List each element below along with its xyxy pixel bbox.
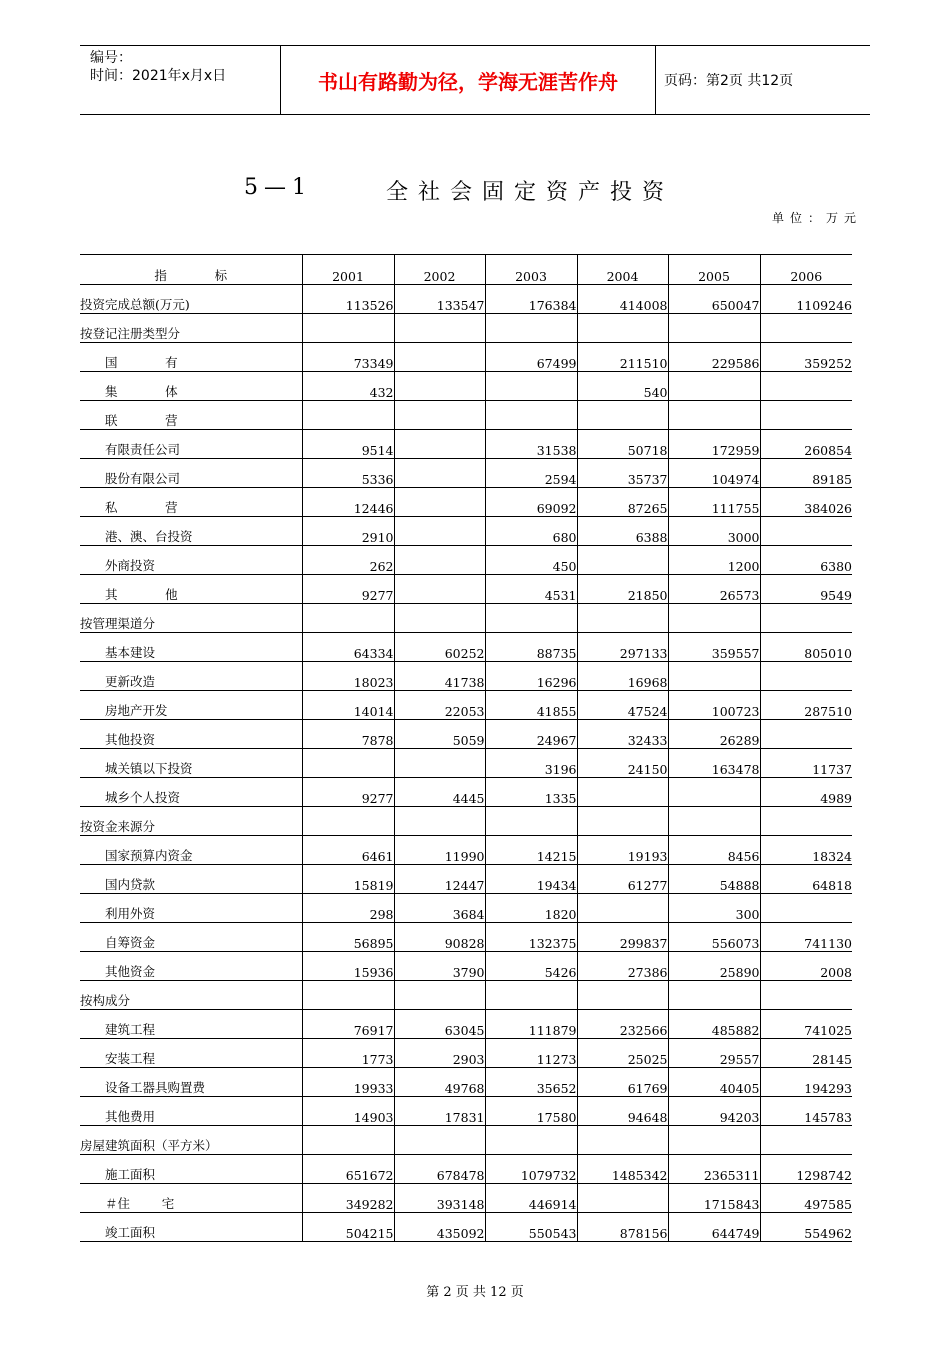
cell-value: 12447 bbox=[394, 865, 485, 894]
cell-value: 4989 bbox=[760, 778, 852, 807]
table-row bbox=[80, 778, 852, 807]
cell-value: 2008 bbox=[760, 952, 852, 981]
cell-value: 9277 bbox=[302, 778, 394, 807]
cell-value: 1109246 bbox=[760, 285, 852, 314]
cell-value: 1079732 bbox=[485, 1155, 577, 1184]
cell-value: 5336 bbox=[302, 459, 394, 488]
cell-value: 1485342 bbox=[577, 1155, 668, 1184]
table-row bbox=[80, 517, 852, 546]
header-meta bbox=[80, 46, 280, 114]
table-row bbox=[80, 430, 852, 459]
row-label: 国家预算内资金 bbox=[80, 836, 302, 865]
cell-value: 163478 bbox=[668, 749, 760, 778]
cell-value: 11990 bbox=[394, 836, 485, 865]
cell-value: 15936 bbox=[302, 952, 394, 981]
cell-value: 298 bbox=[302, 894, 394, 923]
cell-value: 61769 bbox=[577, 1068, 668, 1097]
cell-value bbox=[394, 749, 485, 778]
table-row bbox=[80, 865, 852, 894]
cell-value: 556073 bbox=[668, 923, 760, 952]
row-label: 其他投资 bbox=[80, 720, 302, 749]
cell-value bbox=[577, 894, 668, 923]
cell-value bbox=[394, 546, 485, 575]
cell-value bbox=[485, 807, 577, 836]
row-label: 城关镇以下投资 bbox=[80, 749, 302, 778]
cell-value: 100723 bbox=[668, 691, 760, 720]
row-label: ＃住 宅 bbox=[80, 1184, 302, 1213]
cell-value bbox=[485, 372, 577, 401]
cell-value: 741130 bbox=[760, 923, 852, 952]
cell-value bbox=[760, 894, 852, 923]
column-header-year: 2004 bbox=[577, 255, 668, 285]
cell-value: 2365311 bbox=[668, 1155, 760, 1184]
row-label: 其他费用 bbox=[80, 1097, 302, 1126]
cell-value bbox=[760, 314, 852, 343]
cell-value: 5059 bbox=[394, 720, 485, 749]
cell-value: 26573 bbox=[668, 575, 760, 604]
cell-value: 76917 bbox=[302, 1010, 394, 1039]
table-row bbox=[80, 836, 852, 865]
row-label: 自筹资金 bbox=[80, 923, 302, 952]
cell-value bbox=[760, 604, 852, 633]
cell-value: 194293 bbox=[760, 1068, 852, 1097]
cell-value: 1773 bbox=[302, 1039, 394, 1068]
row-label: 安装工程 bbox=[80, 1039, 302, 1068]
cell-value: 49768 bbox=[394, 1068, 485, 1097]
cell-value bbox=[577, 807, 668, 836]
cell-value: 90828 bbox=[394, 923, 485, 952]
cell-value: 14903 bbox=[302, 1097, 394, 1126]
cell-value: 22053 bbox=[394, 691, 485, 720]
cell-value: 19933 bbox=[302, 1068, 394, 1097]
cell-value: 300 bbox=[668, 894, 760, 923]
cell-value: 3684 bbox=[394, 894, 485, 923]
cell-value: 64334 bbox=[302, 633, 394, 662]
row-label: 联 营 bbox=[80, 401, 302, 430]
table-title-text: 全社会固定资产投资 bbox=[386, 180, 675, 205]
row-label: 按管理渠道分 bbox=[80, 604, 302, 633]
cell-value: 2910 bbox=[302, 517, 394, 546]
cell-value: 4445 bbox=[394, 778, 485, 807]
cell-value bbox=[394, 488, 485, 517]
page-footer: 第 2 页 共 12 页 bbox=[426, 1285, 524, 1300]
row-label: 设备工器具购置费 bbox=[80, 1068, 302, 1097]
row-label: 国内贷款 bbox=[80, 865, 302, 894]
cell-value: 741025 bbox=[760, 1010, 852, 1039]
cell-value: 497585 bbox=[760, 1184, 852, 1213]
cell-value bbox=[485, 1126, 577, 1155]
cell-value: 54888 bbox=[668, 865, 760, 894]
cell-value: 14014 bbox=[302, 691, 394, 720]
cell-value bbox=[302, 749, 394, 778]
cell-value: 87265 bbox=[577, 488, 668, 517]
cell-value: 40405 bbox=[668, 1068, 760, 1097]
cell-value bbox=[760, 662, 852, 691]
cell-value bbox=[668, 401, 760, 430]
cell-value: 27386 bbox=[577, 952, 668, 981]
cell-value bbox=[302, 981, 394, 1010]
cell-value: 113526 bbox=[302, 285, 394, 314]
row-label: 按构成分 bbox=[80, 981, 302, 1010]
cell-value: 554962 bbox=[760, 1213, 852, 1242]
cell-value bbox=[485, 981, 577, 1010]
table-row bbox=[80, 1213, 852, 1242]
cell-value: 12446 bbox=[302, 488, 394, 517]
cell-value: 111755 bbox=[668, 488, 760, 517]
table-row bbox=[80, 691, 852, 720]
cell-value: 3790 bbox=[394, 952, 485, 981]
cell-value: 1715843 bbox=[668, 1184, 760, 1213]
cell-value: 94203 bbox=[668, 1097, 760, 1126]
cell-value: 432 bbox=[302, 372, 394, 401]
table-row bbox=[80, 1126, 852, 1155]
table-row bbox=[80, 894, 852, 923]
cell-value: 11737 bbox=[760, 749, 852, 778]
cell-value bbox=[760, 807, 852, 836]
table-row bbox=[80, 372, 852, 401]
table-row bbox=[80, 401, 852, 430]
page-header bbox=[80, 45, 870, 115]
cell-value: 19434 bbox=[485, 865, 577, 894]
cell-value: 69092 bbox=[485, 488, 577, 517]
motto: 书山有路勤为径，学海无涯苦作舟 bbox=[280, 46, 656, 114]
cell-value: 15819 bbox=[302, 865, 394, 894]
cell-value: 18023 bbox=[302, 662, 394, 691]
cell-value bbox=[302, 807, 394, 836]
row-label: 按登记注册类型分 bbox=[80, 314, 302, 343]
cell-value bbox=[577, 604, 668, 633]
cell-value: 6461 bbox=[302, 836, 394, 865]
cell-value bbox=[394, 807, 485, 836]
cell-value: 104974 bbox=[668, 459, 760, 488]
cell-value bbox=[394, 401, 485, 430]
cell-value: 14215 bbox=[485, 836, 577, 865]
cell-value bbox=[394, 314, 485, 343]
table-row bbox=[80, 923, 852, 952]
cell-value bbox=[668, 1126, 760, 1155]
cell-value bbox=[760, 981, 852, 1010]
cell-value: 16296 bbox=[485, 662, 577, 691]
table-row bbox=[80, 314, 852, 343]
cell-value: 229586 bbox=[668, 343, 760, 372]
cell-value: 25025 bbox=[577, 1039, 668, 1068]
table-row bbox=[80, 749, 852, 778]
cell-value: 485882 bbox=[668, 1010, 760, 1039]
table-row bbox=[80, 343, 852, 372]
cell-value: 89185 bbox=[760, 459, 852, 488]
row-label: 集 体 bbox=[80, 372, 302, 401]
cell-value: 73349 bbox=[302, 343, 394, 372]
cell-value bbox=[760, 1126, 852, 1155]
row-label: 城乡个人投资 bbox=[80, 778, 302, 807]
cell-value: 550543 bbox=[485, 1213, 577, 1242]
cell-value: 393148 bbox=[394, 1184, 485, 1213]
row-label: 按资金来源分 bbox=[80, 807, 302, 836]
cell-value: 805010 bbox=[760, 633, 852, 662]
cell-value: 7878 bbox=[302, 720, 394, 749]
cell-value: 1335 bbox=[485, 778, 577, 807]
cell-value: 262 bbox=[302, 546, 394, 575]
cell-value: 450 bbox=[485, 546, 577, 575]
cell-value bbox=[394, 343, 485, 372]
cell-value: 21850 bbox=[577, 575, 668, 604]
table-row bbox=[80, 459, 852, 488]
cell-value: 1200 bbox=[668, 546, 760, 575]
cell-value: 11273 bbox=[485, 1039, 577, 1068]
cell-value bbox=[394, 430, 485, 459]
cell-value bbox=[760, 517, 852, 546]
cell-value: 17831 bbox=[394, 1097, 485, 1126]
table-row bbox=[80, 1155, 852, 1184]
cell-value bbox=[485, 314, 577, 343]
row-label: 房地产开发 bbox=[80, 691, 302, 720]
cell-value bbox=[485, 401, 577, 430]
table-row bbox=[80, 1097, 852, 1126]
cell-value bbox=[394, 1126, 485, 1155]
cell-value: 176384 bbox=[485, 285, 577, 314]
row-label: 私 营 bbox=[80, 488, 302, 517]
cell-value bbox=[668, 314, 760, 343]
cell-value: 28145 bbox=[760, 1039, 852, 1068]
cell-value: 24150 bbox=[577, 749, 668, 778]
column-header-year: 2003 bbox=[485, 255, 577, 285]
table-row bbox=[80, 488, 852, 517]
cell-value bbox=[760, 401, 852, 430]
row-label: 更新改造 bbox=[80, 662, 302, 691]
table-row bbox=[80, 952, 852, 981]
cell-value: 41855 bbox=[485, 691, 577, 720]
table-row bbox=[80, 1039, 852, 1068]
cell-value bbox=[394, 517, 485, 546]
cell-value: 64818 bbox=[760, 865, 852, 894]
cell-value: 31538 bbox=[485, 430, 577, 459]
time-label: 时间：2021年x月x日 bbox=[90, 68, 227, 84]
row-label: 利用外资 bbox=[80, 894, 302, 923]
table-row bbox=[80, 662, 852, 691]
cell-value: 5426 bbox=[485, 952, 577, 981]
table-row bbox=[80, 807, 852, 836]
cell-value: 29557 bbox=[668, 1039, 760, 1068]
cell-value: 35737 bbox=[577, 459, 668, 488]
cell-value: 26289 bbox=[668, 720, 760, 749]
column-header-indicator: 指 标 bbox=[80, 255, 302, 285]
cell-value: 63045 bbox=[394, 1010, 485, 1039]
cell-value bbox=[302, 401, 394, 430]
cell-value bbox=[577, 981, 668, 1010]
cell-value: 133547 bbox=[394, 285, 485, 314]
cell-value: 232566 bbox=[577, 1010, 668, 1039]
column-header-year: 2005 bbox=[668, 255, 760, 285]
cell-value: 540 bbox=[577, 372, 668, 401]
cell-value: 88735 bbox=[485, 633, 577, 662]
cell-value bbox=[760, 372, 852, 401]
cell-value bbox=[302, 604, 394, 633]
row-label: 其 他 bbox=[80, 575, 302, 604]
cell-value: 2903 bbox=[394, 1039, 485, 1068]
cell-value bbox=[302, 314, 394, 343]
number-label: 编号： bbox=[90, 50, 132, 66]
row-label: 港、澳、台投资 bbox=[80, 517, 302, 546]
cell-value bbox=[394, 575, 485, 604]
cell-value: 25890 bbox=[668, 952, 760, 981]
cell-value bbox=[668, 662, 760, 691]
table-header-row bbox=[80, 255, 852, 285]
cell-value: 414008 bbox=[577, 285, 668, 314]
cell-value: 60252 bbox=[394, 633, 485, 662]
row-label: 基本建设 bbox=[80, 633, 302, 662]
cell-value: 435092 bbox=[394, 1213, 485, 1242]
row-label: 施工面积 bbox=[80, 1155, 302, 1184]
table-title bbox=[0, 175, 950, 205]
cell-value: 94648 bbox=[577, 1097, 668, 1126]
cell-value: 132375 bbox=[485, 923, 577, 952]
row-label: 建筑工程 bbox=[80, 1010, 302, 1039]
cell-value: 678478 bbox=[394, 1155, 485, 1184]
column-header-year: 2001 bbox=[302, 255, 394, 285]
row-label: 外商投资 bbox=[80, 546, 302, 575]
cell-value: 32433 bbox=[577, 720, 668, 749]
cell-value bbox=[577, 1184, 668, 1213]
cell-value: 47524 bbox=[577, 691, 668, 720]
cell-value bbox=[668, 778, 760, 807]
cell-value: 111879 bbox=[485, 1010, 577, 1039]
page-info: 页码：第2页 共12页 bbox=[664, 73, 794, 89]
cell-value bbox=[577, 314, 668, 343]
cell-value: 878156 bbox=[577, 1213, 668, 1242]
cell-value bbox=[668, 807, 760, 836]
cell-value: 1298742 bbox=[760, 1155, 852, 1184]
cell-value bbox=[577, 1126, 668, 1155]
row-label: 国 有 bbox=[80, 343, 302, 372]
cell-value bbox=[577, 401, 668, 430]
cell-value: 6388 bbox=[577, 517, 668, 546]
cell-value: 680 bbox=[485, 517, 577, 546]
row-label: 有限责任公司 bbox=[80, 430, 302, 459]
cell-value bbox=[668, 604, 760, 633]
cell-value: 35652 bbox=[485, 1068, 577, 1097]
cell-value bbox=[577, 546, 668, 575]
row-label: 竣工面积 bbox=[80, 1213, 302, 1242]
table-row bbox=[80, 1184, 852, 1213]
cell-value: 9514 bbox=[302, 430, 394, 459]
cell-value: 384026 bbox=[760, 488, 852, 517]
table-row bbox=[80, 720, 852, 749]
cell-value bbox=[668, 981, 760, 1010]
page-bottom bbox=[0, 1266, 950, 1346]
cell-value: 9277 bbox=[302, 575, 394, 604]
table-row bbox=[80, 285, 852, 314]
cell-value: 446914 bbox=[485, 1184, 577, 1213]
table-number: 5—1 bbox=[244, 175, 312, 200]
row-label: 投资完成总额(万元) bbox=[80, 285, 302, 314]
cell-value: 67499 bbox=[485, 343, 577, 372]
cell-value: 172959 bbox=[668, 430, 760, 459]
cell-value bbox=[394, 372, 485, 401]
cell-value: 50718 bbox=[577, 430, 668, 459]
cell-value: 650047 bbox=[668, 285, 760, 314]
row-label: 股份有限公司 bbox=[80, 459, 302, 488]
row-label: 其他资金 bbox=[80, 952, 302, 981]
table-row bbox=[80, 1010, 852, 1039]
cell-value: 644749 bbox=[668, 1213, 760, 1242]
cell-value bbox=[394, 604, 485, 633]
cell-value: 3196 bbox=[485, 749, 577, 778]
table-row bbox=[80, 546, 852, 575]
cell-value: 3000 bbox=[668, 517, 760, 546]
investment-table bbox=[80, 254, 852, 1242]
cell-value: 504215 bbox=[302, 1213, 394, 1242]
table-row bbox=[80, 575, 852, 604]
cell-value: 19193 bbox=[577, 836, 668, 865]
cell-value: 2594 bbox=[485, 459, 577, 488]
table-row bbox=[80, 633, 852, 662]
cell-value: 8456 bbox=[668, 836, 760, 865]
table-row bbox=[80, 604, 852, 633]
cell-value: 41738 bbox=[394, 662, 485, 691]
table-row bbox=[80, 1068, 852, 1097]
unit-label: 单位：万元 bbox=[771, 211, 862, 225]
cell-value bbox=[394, 981, 485, 1010]
table-row bbox=[80, 981, 852, 1010]
cell-value bbox=[577, 778, 668, 807]
cell-value: 359252 bbox=[760, 343, 852, 372]
cell-value bbox=[394, 459, 485, 488]
cell-value: 145783 bbox=[760, 1097, 852, 1126]
cell-value: 260854 bbox=[760, 430, 852, 459]
cell-value bbox=[760, 720, 852, 749]
cell-value: 17580 bbox=[485, 1097, 577, 1126]
cell-value: 287510 bbox=[760, 691, 852, 720]
cell-value bbox=[485, 604, 577, 633]
cell-value: 651672 bbox=[302, 1155, 394, 1184]
cell-value: 6380 bbox=[760, 546, 852, 575]
cell-value: 16968 bbox=[577, 662, 668, 691]
cell-value: 18324 bbox=[760, 836, 852, 865]
cell-value: 4531 bbox=[485, 575, 577, 604]
row-label: 房屋建筑面积（平方米） bbox=[80, 1126, 302, 1155]
cell-value bbox=[302, 1126, 394, 1155]
cell-value: 211510 bbox=[577, 343, 668, 372]
cell-value: 349282 bbox=[302, 1184, 394, 1213]
cell-value: 9549 bbox=[760, 575, 852, 604]
cell-value: 24967 bbox=[485, 720, 577, 749]
cell-value: 56895 bbox=[302, 923, 394, 952]
cell-value: 61277 bbox=[577, 865, 668, 894]
cell-value: 299837 bbox=[577, 923, 668, 952]
column-header-year: 2006 bbox=[760, 255, 852, 285]
cell-value: 1820 bbox=[485, 894, 577, 923]
cell-value bbox=[668, 372, 760, 401]
cell-value: 359557 bbox=[668, 633, 760, 662]
column-header-year: 2002 bbox=[394, 255, 485, 285]
cell-value: 297133 bbox=[577, 633, 668, 662]
